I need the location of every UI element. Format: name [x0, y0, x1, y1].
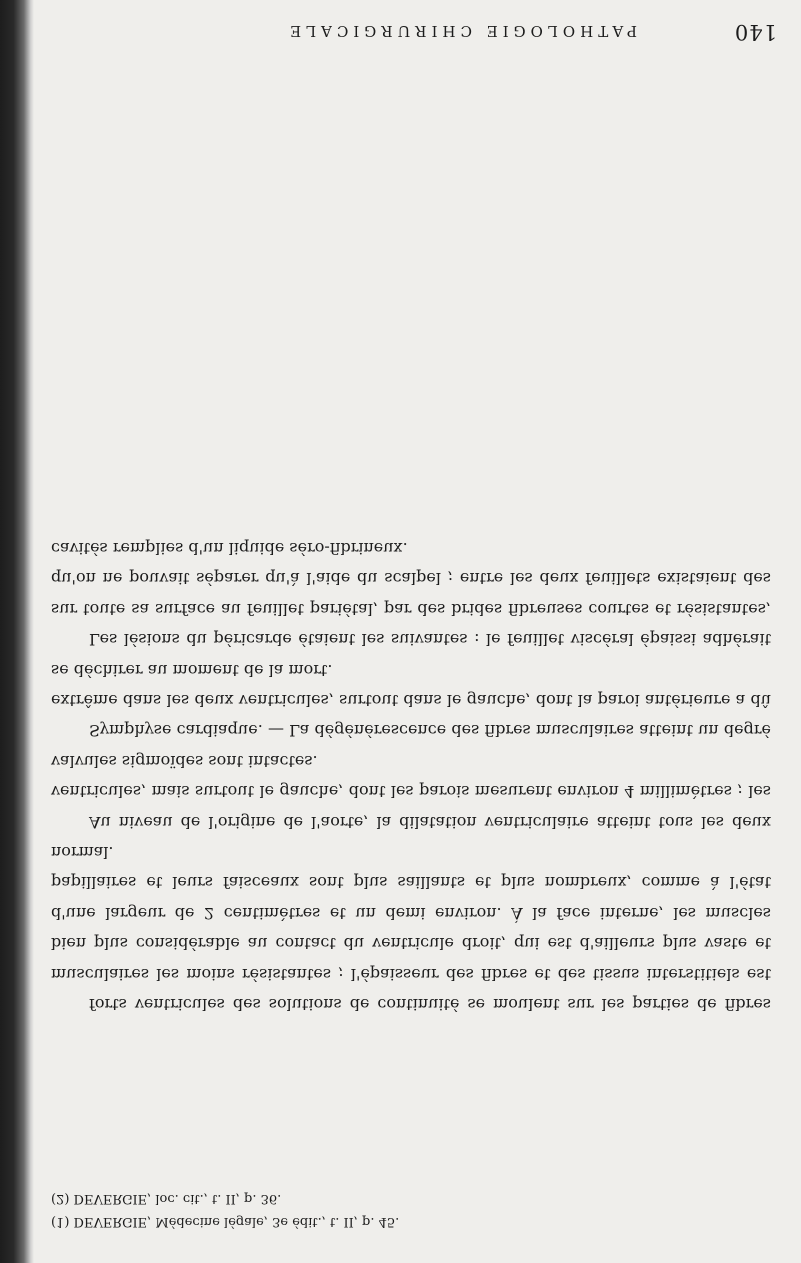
page-number: 140	[733, 20, 777, 44]
footnotes	[51, 1187, 771, 1233]
paragraph: Symphyse cardiaque. — La dégénérescence des fibres musculaires atteint un degré extrême dans les deux ventricules, surtout dans le gauche, dont la paroi antérieure a dû se déchirer au moment de la mort.	[51, 660, 771, 741]
paragraph: forts ventricules des solutions de continuité se moulent sur les parties de fibres musculaires les moins résistantes ; l'épaisseur des fibres et des tissus interstitiels est bien plus considérable au contact du ventricule droit, qui est d'ailleurs plus vaste et d'une largeur de 2 centimètres et un demi environ. À la face interne, les muscles papillaires et leurs faisceaux sont plus saillants et plus nombreux, comme à l'état normal.	[51, 842, 771, 1014]
paragraph: Les lésions du péricarde étaient les suivantes : le feuillet viscéral épaissi adhérait sur toute sa surface au feuillet pariétal, par des brides fibreuses courtes et résistantes, qu'on ne pouvait séparer qu'à l'aide du scalpel ; entre les deux feuillets existaient des cavités remplies d'un liquide séro-fibrineux.	[51, 538, 771, 650]
body-text	[51, 533, 771, 1020]
footnote: (1) DEVERGIE, Médecine légale, 3e édit., t. II, p. 45.	[51, 1214, 400, 1229]
running-title: PATHOLOGIE CHIRURGICALE	[285, 22, 637, 40]
paragraph: Au niveau de l'origine de l'aorte, la dilatation ventriculaire atteint tous les deux ventricules, mais surtout le gauche, dont les parois mesurent environ 4 millimètres ; les valvules sigmoïdes sont intactes.	[51, 751, 771, 832]
footnote: (2) DEVERGIE, loc. cit., t. II, p. 36.	[51, 1191, 282, 1206]
inverted-page-content	[34, 0, 801, 1263]
running-head	[87, 12, 787, 48]
book-binding-edge	[0, 0, 34, 1263]
